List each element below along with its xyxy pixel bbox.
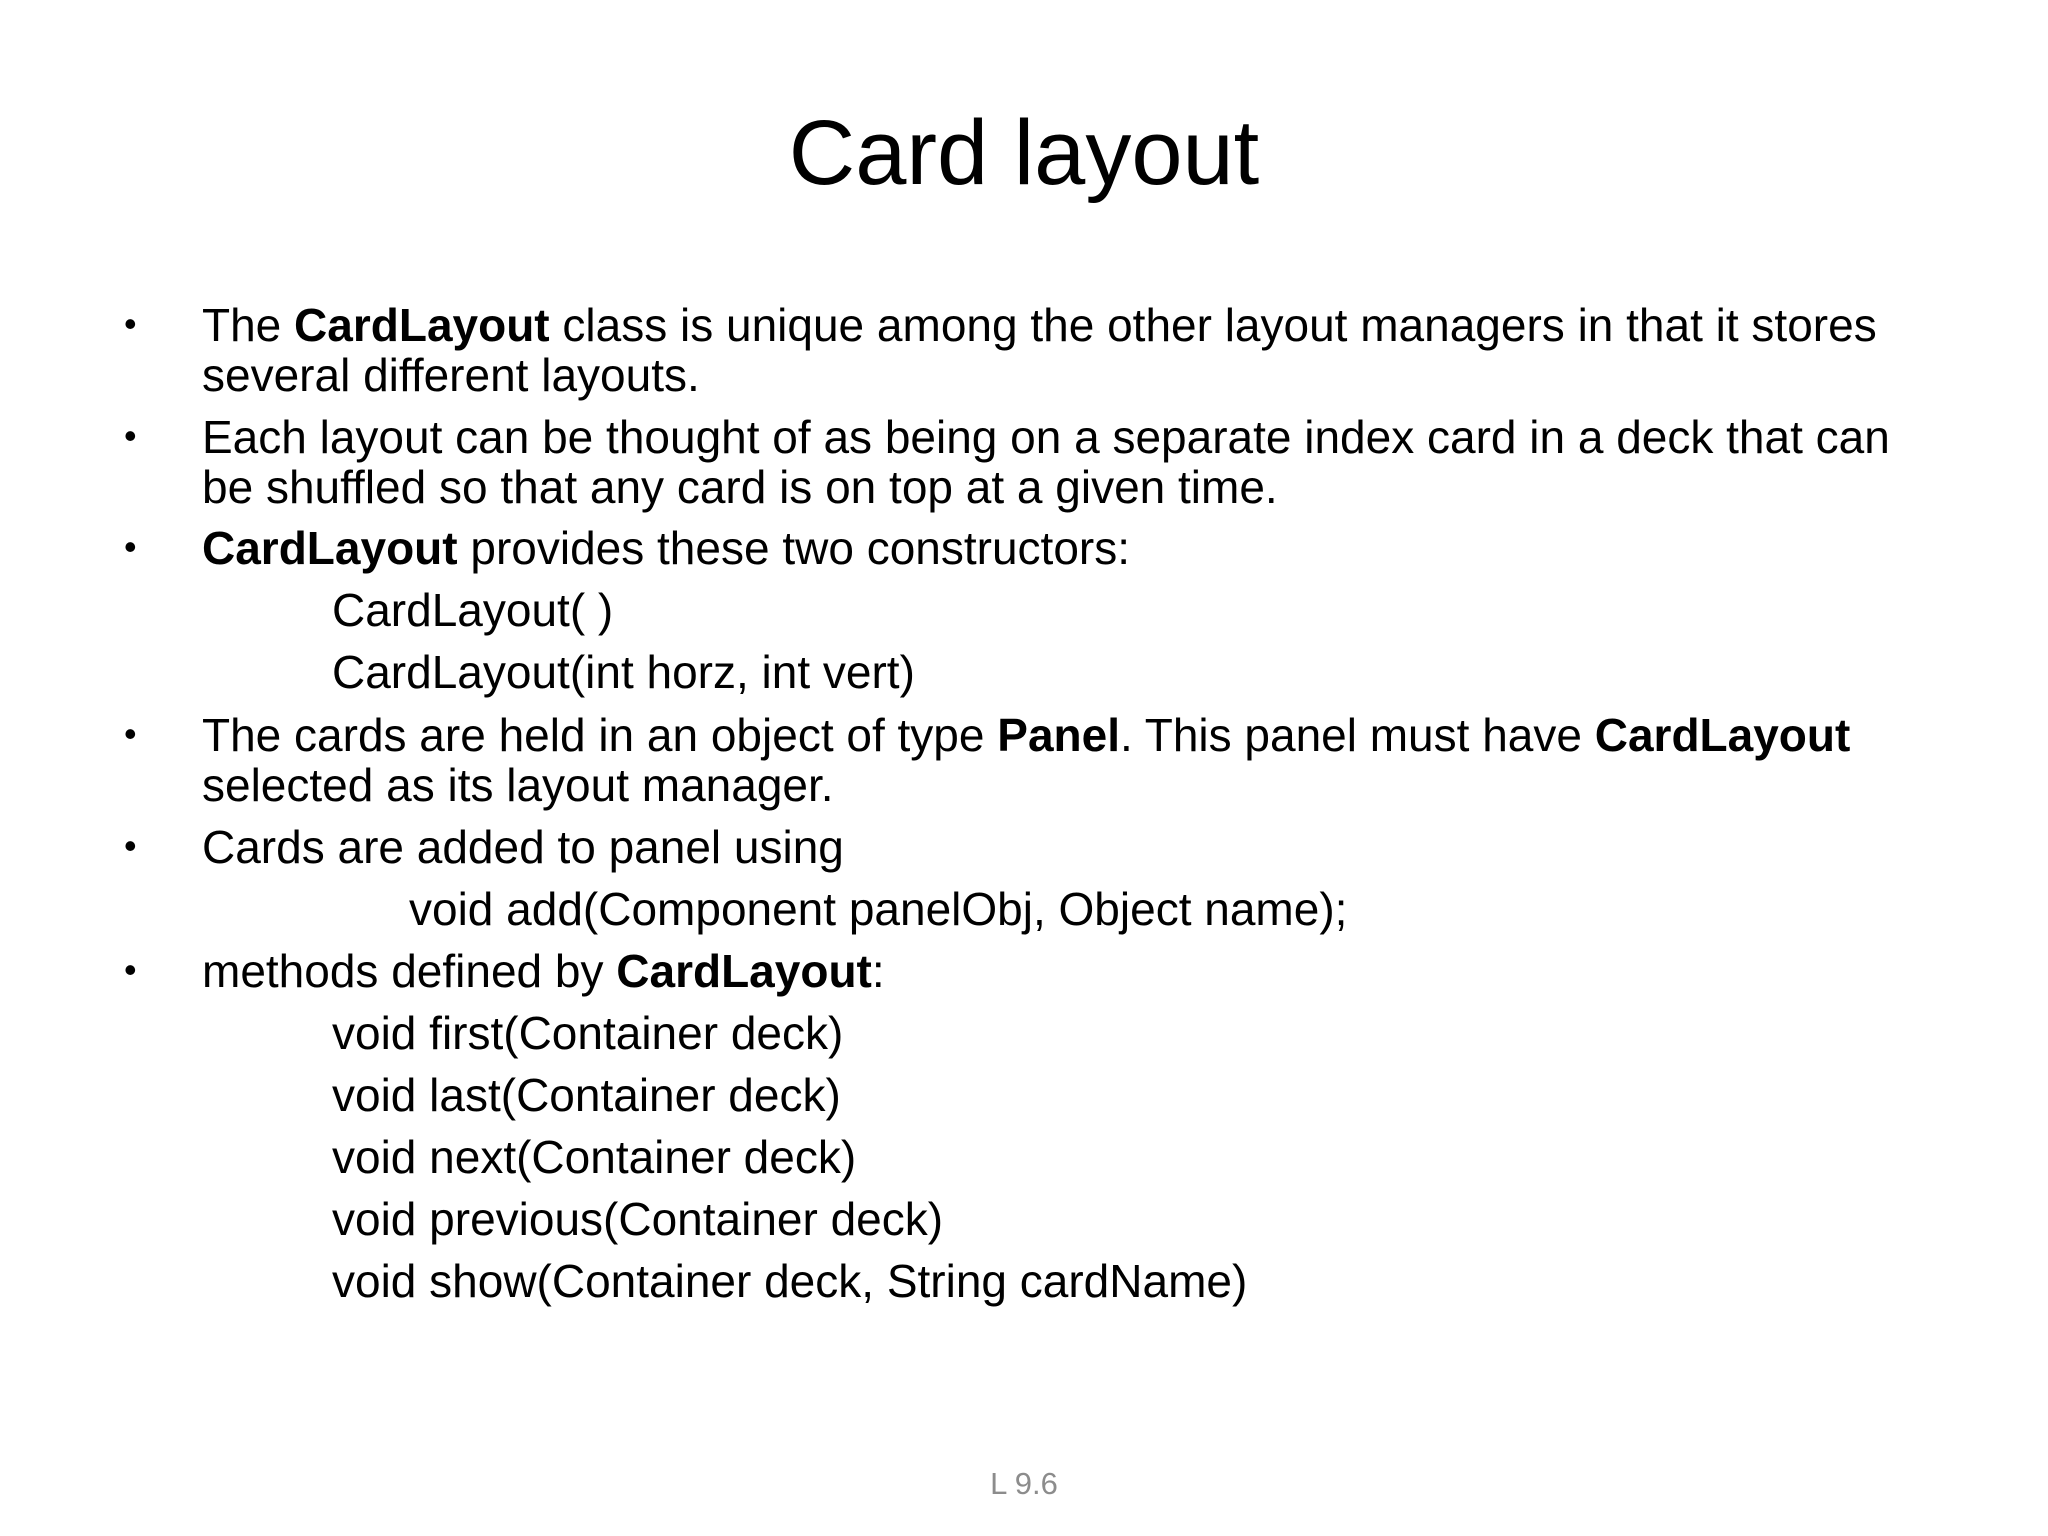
code-line: void first(Container deck) xyxy=(332,1007,844,1059)
bullet-icon: • xyxy=(124,825,137,866)
bullet-3-line-1: CardLayout provides these two constructors: xyxy=(202,522,1131,574)
code-line: void add(Component panelObj, Object name); xyxy=(409,883,1348,935)
bullet-1-line-2: several different layouts. xyxy=(202,349,700,401)
bullet-2-line-1: Each layout can be thought of as being on a separate index card in a deck that can xyxy=(202,411,1890,463)
code-line: CardLayout( ) xyxy=(332,584,614,636)
code-line: void previous(Container deck) xyxy=(332,1193,944,1245)
bullet-icon: • xyxy=(124,949,137,990)
bullet-5-line-1: Cards are added to panel using xyxy=(202,821,844,873)
bullet-4-line-1: The cards are held in an object of type Panel. This panel must have CardLayout xyxy=(202,709,1851,761)
bullet-2-line-2: be shuffled so that any card is on top at a given time. xyxy=(202,461,1278,513)
bullet-4-line-2: selected as its layout manager. xyxy=(202,759,834,811)
bullet-1-line-1: The CardLayout class is unique among the other layout managers in that it stores xyxy=(202,299,1877,351)
bullet-icon: • xyxy=(124,415,137,456)
code-line: void last(Container deck) xyxy=(332,1069,841,1121)
bullet-6-line-1: methods defined by CardLayout: xyxy=(202,945,885,997)
slide-title: Card layout xyxy=(788,102,1260,204)
slide-number: L 9.6 xyxy=(990,1466,1058,1501)
bullet-icon: • xyxy=(124,303,137,344)
bullet-icon: • xyxy=(124,713,137,754)
bullet-icon: • xyxy=(124,526,137,567)
code-line: void next(Container deck) xyxy=(332,1131,857,1183)
code-line: CardLayout(int horz, int vert) xyxy=(332,646,915,698)
code-line: void show(Container deck, String cardName) xyxy=(332,1255,1248,1307)
